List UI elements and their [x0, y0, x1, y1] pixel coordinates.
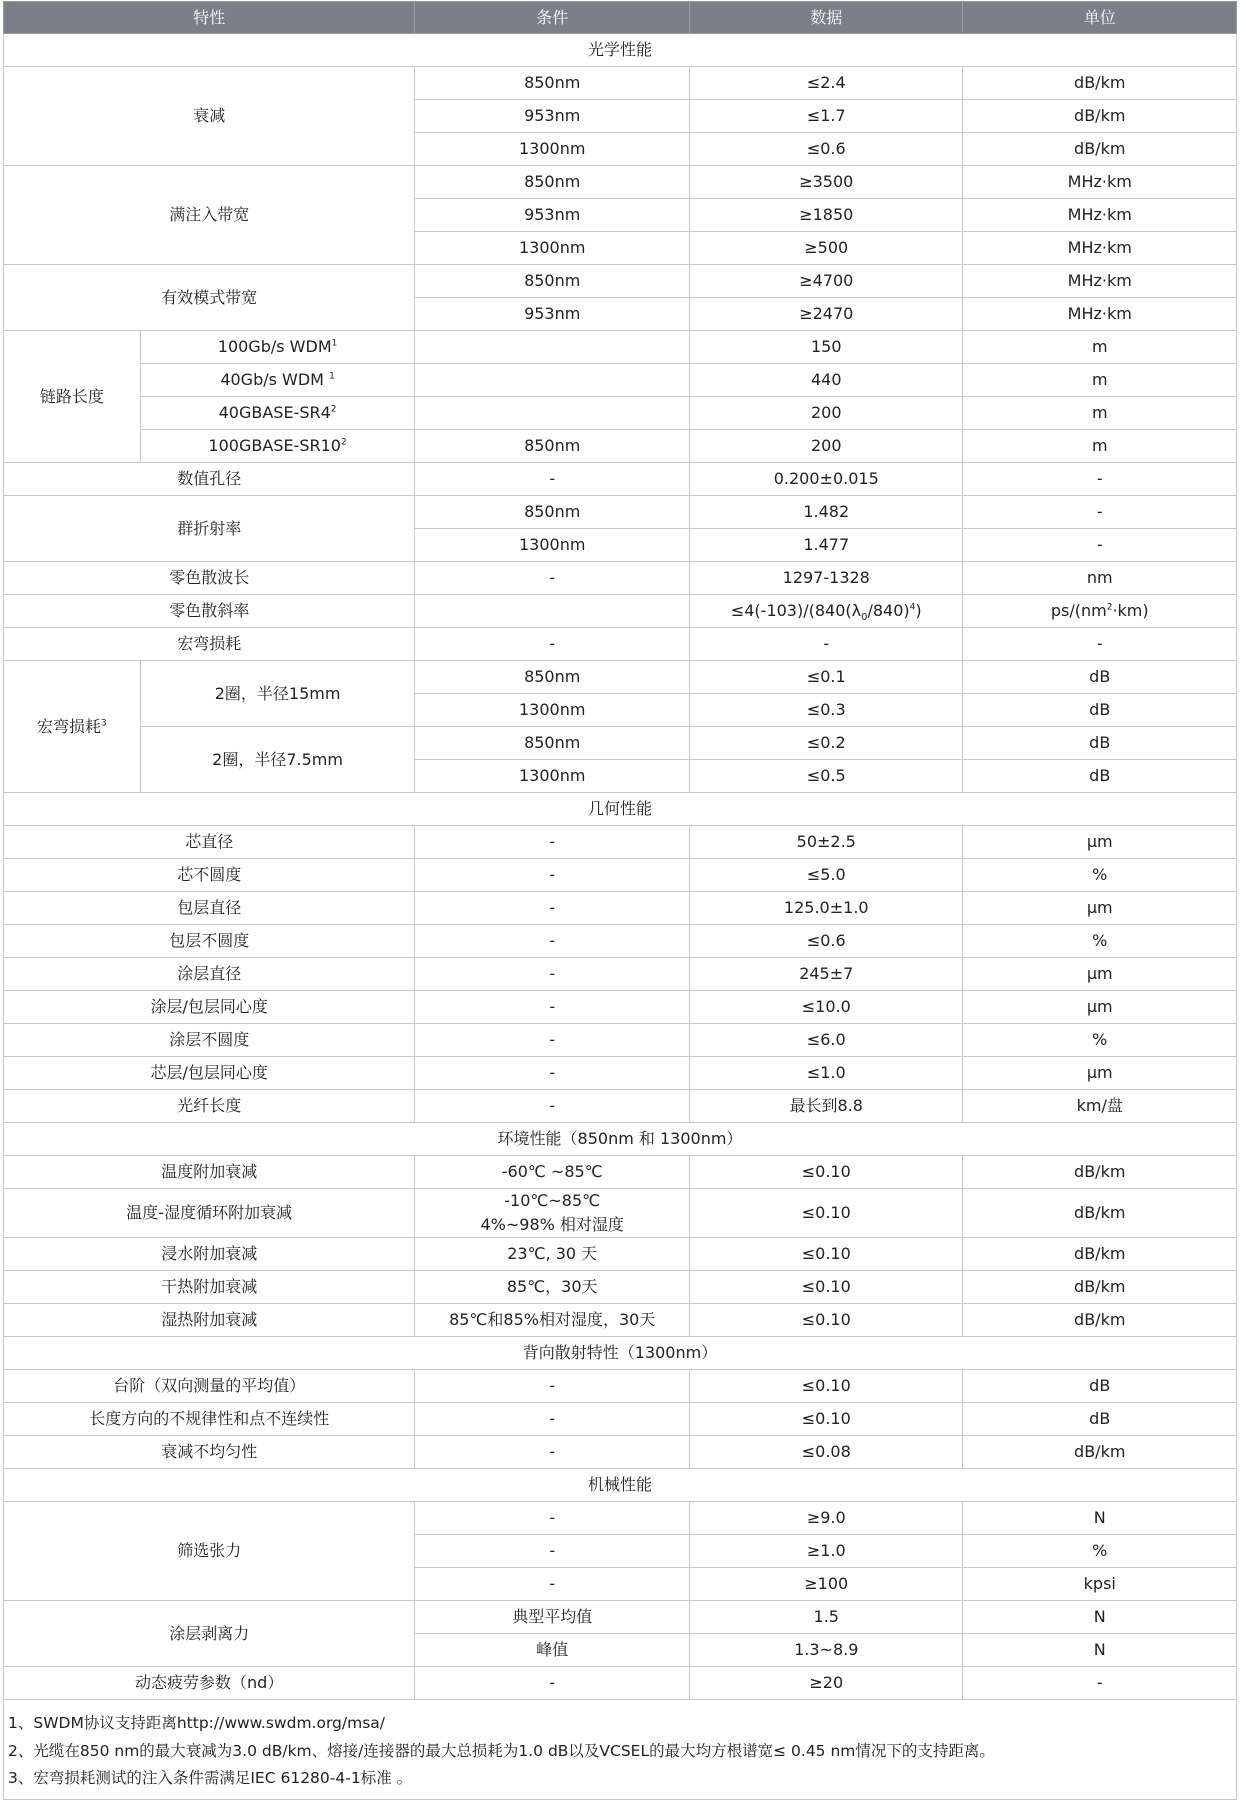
table-row — [4, 892, 1237, 925]
table-row — [4, 430, 1237, 463]
cell-cond: 953nm — [415, 100, 690, 133]
section-row — [4, 34, 1237, 67]
table-row — [4, 1090, 1237, 1123]
cell-unit: dB — [963, 760, 1237, 793]
cell-cond: - — [415, 958, 690, 991]
cell-value: ≤10.0 — [690, 991, 963, 1024]
cell-cond: - — [415, 892, 690, 925]
footnote-mark: 2 — [340, 437, 347, 448]
table-row — [4, 1189, 1237, 1238]
footnote-mark: 2 — [330, 404, 337, 415]
table-row — [4, 496, 1237, 529]
table-row — [4, 958, 1237, 991]
spec-table — [3, 1, 1237, 1700]
cell-value: ≤0.5 — [690, 760, 963, 793]
row-label-zd-slope: 零色散斜率 — [4, 595, 415, 628]
table-row — [4, 1057, 1237, 1090]
cell-value: 245±7 — [690, 958, 963, 991]
value-part: ) — [915, 601, 922, 620]
cell-unit: dB/km — [963, 1436, 1237, 1469]
section-environment: 环境性能（850nm 和 1300nm） — [4, 1123, 1237, 1156]
cell-value: 200 — [690, 430, 963, 463]
row-label-nd: 动态疲劳参数（nd） — [4, 1667, 415, 1700]
cell-unit: % — [963, 1535, 1237, 1568]
table-row — [4, 991, 1237, 1024]
section-row — [4, 1337, 1237, 1370]
table-row — [4, 1156, 1237, 1189]
section-row — [4, 1123, 1237, 1156]
row-label: 台阶（双向测量的平均值） — [4, 1370, 415, 1403]
cell-cond: - — [415, 991, 690, 1024]
row-label: 温度附加衰减 — [4, 1156, 415, 1189]
cell-unit: N — [963, 1502, 1237, 1535]
cell-cond — [415, 331, 690, 364]
unit-sup: 2 — [1106, 602, 1113, 613]
cell-unit: dB/km — [963, 1304, 1237, 1337]
unit-part: ·km) — [1112, 601, 1149, 620]
cell-cond: 峰值 — [415, 1634, 690, 1667]
table-row — [4, 1304, 1237, 1337]
row-label-link-length: 链路长度 — [4, 331, 141, 463]
table-row — [4, 661, 1237, 694]
row-label-ofl-bandwidth: 满注入带宽 — [4, 166, 415, 265]
row-label-na: 数值孔径 — [4, 463, 415, 496]
cell-value: ≥1.0 — [690, 1535, 963, 1568]
table-row — [4, 463, 1237, 496]
cell-cond: - — [415, 826, 690, 859]
cell-cond: 850nm — [415, 166, 690, 199]
cell-value: ≤0.10 — [690, 1238, 963, 1271]
cell-unit: - — [963, 628, 1237, 661]
row-label-macrobend-detail — [4, 661, 141, 793]
cell-cond — [415, 364, 690, 397]
cell-cond: -60℃ ~85℃ — [415, 1156, 690, 1189]
cell-cond — [415, 397, 690, 430]
cell-cond — [415, 595, 690, 628]
row-label-emb: 有效模式带宽 — [4, 265, 415, 331]
cell-unit: µm — [963, 991, 1237, 1024]
row-label: 涂层/包层同心度 — [4, 991, 415, 1024]
cell-cond: 典型平均值 — [415, 1601, 690, 1634]
row-label: 浸水附加衰减 — [4, 1238, 415, 1271]
cell-value: 1.482 — [690, 496, 963, 529]
row-label-proof-test: 筛选张力 — [4, 1502, 415, 1601]
table-row — [4, 67, 1237, 100]
cell-cond: 85℃和85%相对湿度，30天 — [415, 1304, 690, 1337]
cell-unit: dB/km — [963, 1238, 1237, 1271]
cell-cond: - — [415, 1057, 690, 1090]
cell-sublabel: 2圈，半径15mm — [140, 661, 415, 727]
row-label: 涂层直径 — [4, 958, 415, 991]
cell-value: 125.0±1.0 — [690, 892, 963, 925]
cell-unit: dB/km — [963, 100, 1237, 133]
cell-unit: µm — [963, 892, 1237, 925]
cell-cond: 850nm — [415, 430, 690, 463]
cell-unit: dB — [963, 727, 1237, 760]
cell-cond: - — [415, 463, 690, 496]
row-label: 衰减不均匀性 — [4, 1436, 415, 1469]
cell-value: ≤0.10 — [690, 1189, 963, 1238]
table-row — [4, 397, 1237, 430]
cell-cond: 850nm — [415, 67, 690, 100]
table-row — [4, 331, 1237, 364]
value-part: ≤4(-103)/(840(λ — [730, 601, 862, 620]
cell-value: ≤0.08 — [690, 1436, 963, 1469]
cell-value: ≤5.0 — [690, 859, 963, 892]
cell-value: 1297-1328 — [690, 562, 963, 595]
cell-unit: kpsi — [963, 1568, 1237, 1601]
cell-cond: - — [415, 1667, 690, 1700]
cell-unit: m — [963, 430, 1237, 463]
row-label-group-index: 群折射率 — [4, 496, 415, 562]
cell-cond: - — [415, 628, 690, 661]
table-row — [4, 859, 1237, 892]
row-label: 长度方向的不规律性和点不连续性 — [4, 1403, 415, 1436]
cell-cond: - — [415, 1535, 690, 1568]
table-row — [4, 1024, 1237, 1057]
cell-unit: MHz·km — [963, 166, 1237, 199]
table-row — [4, 1403, 1237, 1436]
footnote-mark: 1 — [329, 371, 335, 382]
row-label: 温度-湿度循环附加衰减 — [4, 1189, 415, 1238]
value-sub: 0 — [861, 612, 868, 624]
cell-value: ≤1.0 — [690, 1057, 963, 1090]
cell-unit: MHz·km — [963, 199, 1237, 232]
cell-value: ≤0.3 — [690, 694, 963, 727]
cell-sublabel: 2圈，半径7.5mm — [140, 727, 415, 793]
header-characteristic: 特性 — [4, 2, 415, 34]
cell-cond: - — [415, 1568, 690, 1601]
table-row — [4, 628, 1237, 661]
section-geometry: 几何性能 — [4, 793, 1237, 826]
cell-unit: dB/km — [963, 67, 1237, 100]
header-row — [4, 2, 1237, 34]
cell-cond: - — [415, 1090, 690, 1123]
cell-value: ≥4700 — [690, 265, 963, 298]
cell-unit: dB — [963, 661, 1237, 694]
cell-value: ≤0.10 — [690, 1271, 963, 1304]
cell-value: ≤6.0 — [690, 1024, 963, 1057]
cell-unit: µm — [963, 1057, 1237, 1090]
table-row — [4, 1436, 1237, 1469]
cell-value: ≤1.7 — [690, 100, 963, 133]
table-row — [4, 925, 1237, 958]
cell-value: - — [690, 628, 963, 661]
cell-value: ≤0.6 — [690, 925, 963, 958]
cell-unit: dB — [963, 1370, 1237, 1403]
cell-unit: N — [963, 1634, 1237, 1667]
cell-value: ≥9.0 — [690, 1502, 963, 1535]
sublabel-text: 100GBASE-SR10 — [208, 436, 341, 455]
header-data: 数据 — [690, 2, 963, 34]
cell-unit: dB/km — [963, 133, 1237, 166]
cell-cond: 85℃，30天 — [415, 1271, 690, 1304]
footnote-3: 3、宏弯损耗测试的注入条件需满足IEC 61280-4-1标准 。 — [8, 1769, 413, 1787]
cell-value: ≤0.2 — [690, 727, 963, 760]
cell-value: ≥20 — [690, 1667, 963, 1700]
table-row — [4, 1238, 1237, 1271]
cell-value — [690, 595, 963, 628]
cell-unit: MHz·km — [963, 232, 1237, 265]
cell-value: ≤0.10 — [690, 1156, 963, 1189]
table-row — [4, 727, 1237, 760]
cell-unit: % — [963, 1024, 1237, 1057]
table-row — [4, 1502, 1237, 1535]
cell-cond: - — [415, 925, 690, 958]
table-row — [4, 166, 1237, 199]
cell-value: 1.3~8.9 — [690, 1634, 963, 1667]
cell-cond: 953nm — [415, 199, 690, 232]
cell-cond: 1300nm — [415, 694, 690, 727]
section-backscatter: 背向散射特性（1300nm） — [4, 1337, 1237, 1370]
cell-value: ≤0.6 — [690, 133, 963, 166]
cell-value: ≥2470 — [690, 298, 963, 331]
cell-unit: km/盘 — [963, 1090, 1237, 1123]
cell-unit — [963, 595, 1237, 628]
footnotes — [3, 1700, 1237, 1800]
cell-cond: - — [415, 859, 690, 892]
row-label: 干热附加衰减 — [4, 1271, 415, 1304]
table-row — [4, 364, 1237, 397]
cell-cond — [415, 1189, 690, 1238]
cell-unit: - — [963, 463, 1237, 496]
cell-value: 最长到8.8 — [690, 1090, 963, 1123]
unit-part: ps/(nm — [1050, 601, 1107, 620]
row-label-strip-force: 涂层剥离力 — [4, 1601, 415, 1667]
table-row — [4, 1271, 1237, 1304]
spec-sheet — [3, 1, 1237, 1800]
cell-cond: 850nm — [415, 496, 690, 529]
cell-unit: % — [963, 859, 1237, 892]
section-optical: 光学性能 — [4, 34, 1237, 67]
table-row — [4, 826, 1237, 859]
cell-unit: N — [963, 1601, 1237, 1634]
cell-value: ≥1850 — [690, 199, 963, 232]
cell-value: ≥500 — [690, 232, 963, 265]
cell-unit: m — [963, 331, 1237, 364]
cell-value: ≤0.10 — [690, 1403, 963, 1436]
table-row — [4, 1667, 1237, 1700]
sublabel-text: 40Gb/s WDM — [220, 370, 330, 389]
cell-unit: - — [963, 496, 1237, 529]
footnote-1: 1、SWDM协议支持距离http://www.swdm.org/msa/ — [8, 1714, 386, 1732]
sublabel-text: 40GBASE-SR4 — [218, 403, 331, 422]
cell-unit: m — [963, 397, 1237, 430]
cell-value: 1.477 — [690, 529, 963, 562]
cell-value: 150 — [690, 331, 963, 364]
cell-cond: 1300nm — [415, 133, 690, 166]
cell-cond: - — [415, 1024, 690, 1057]
section-row — [4, 1469, 1237, 1502]
cell-value: ≤0.10 — [690, 1304, 963, 1337]
cell-unit: MHz·km — [963, 298, 1237, 331]
cell-value: 50±2.5 — [690, 826, 963, 859]
section-mechanical: 机械性能 — [4, 1469, 1237, 1502]
cell-cond: 850nm — [415, 661, 690, 694]
label-text: 宏弯损耗 — [36, 716, 101, 736]
row-label: 芯不圆度 — [4, 859, 415, 892]
cell-value: ≥3500 — [690, 166, 963, 199]
cell-value: 200 — [690, 397, 963, 430]
cell-cond: - — [415, 562, 690, 595]
cell-unit: µm — [963, 958, 1237, 991]
value-part: /840) — [867, 601, 910, 620]
cell-cond: - — [415, 1502, 690, 1535]
row-label: 光纤长度 — [4, 1090, 415, 1123]
cell-cond: - — [415, 1370, 690, 1403]
row-label: 芯直径 — [4, 826, 415, 859]
cell-unit: m — [963, 364, 1237, 397]
cell-cond: 1300nm — [415, 760, 690, 793]
cell-unit: µm — [963, 826, 1237, 859]
cell-unit: % — [963, 925, 1237, 958]
cell-value: 0.200±0.015 — [690, 463, 963, 496]
cell-cond: 850nm — [415, 265, 690, 298]
cell-cond: 953nm — [415, 298, 690, 331]
cell-value: 1.5 — [690, 1601, 963, 1634]
cell-value: ≥100 — [690, 1568, 963, 1601]
footnote-mark: 1 — [331, 338, 338, 349]
cell-value: ≤0.10 — [690, 1370, 963, 1403]
row-label-zd-wavelength: 零色散波长 — [4, 562, 415, 595]
cell-value: 440 — [690, 364, 963, 397]
header-unit: 单位 — [963, 2, 1237, 34]
cell-unit: - — [963, 1667, 1237, 1700]
cell-value: ≤2.4 — [690, 67, 963, 100]
cell-cond: - — [415, 1403, 690, 1436]
footnote-mark: 3 — [101, 718, 107, 729]
cell-unit: dB/km — [963, 1271, 1237, 1304]
row-label: 湿热附加衰减 — [4, 1304, 415, 1337]
cell-cond: - — [415, 1436, 690, 1469]
row-label: 包层直径 — [4, 892, 415, 925]
cell-unit: MHz·km — [963, 265, 1237, 298]
row-label-attenuation: 衰减 — [4, 67, 415, 166]
sublabel-text: 100Gb/s WDM — [217, 337, 332, 356]
cell-unit: dB/km — [963, 1189, 1237, 1238]
row-label: 芯层/包层同心度 — [4, 1057, 415, 1090]
cell-unit: - — [963, 529, 1237, 562]
row-label-macrobend: 宏弯损耗 — [4, 628, 415, 661]
table-row — [4, 265, 1237, 298]
header-condition: 条件 — [415, 2, 690, 34]
cond-line: -10℃~85℃ — [504, 1191, 601, 1210]
cell-sublabel — [140, 397, 415, 430]
cell-sublabel — [140, 364, 415, 397]
cond-line: 4%~98% 相对湿度 — [480, 1215, 624, 1234]
cell-unit: dB — [963, 1403, 1237, 1436]
table-row — [4, 1601, 1237, 1634]
cell-unit: dB — [963, 694, 1237, 727]
footnote-2: 2、光缆在850 nm的最大衰减为3.0 dB/km、熔接/连接器的最大总损耗为1.0 dB以及VCSEL的最大均方根谱宽≤ 0.45 nm情况下的支持距离。 — [8, 1741, 995, 1760]
table-row — [4, 1370, 1237, 1403]
table-row — [4, 595, 1237, 628]
cell-cond: 850nm — [415, 727, 690, 760]
value-sup: 4 — [909, 602, 916, 613]
cell-cond: 1300nm — [415, 529, 690, 562]
cell-unit: dB/km — [963, 1156, 1237, 1189]
cell-sublabel — [140, 331, 415, 364]
cell-cond: 23℃, 30 天 — [415, 1238, 690, 1271]
row-label: 涂层不圆度 — [4, 1024, 415, 1057]
cell-unit: nm — [963, 562, 1237, 595]
cell-sublabel — [140, 430, 415, 463]
cell-value: ≤0.1 — [690, 661, 963, 694]
table-row — [4, 562, 1237, 595]
cell-cond: 1300nm — [415, 232, 690, 265]
section-row — [4, 793, 1237, 826]
row-label: 包层不圆度 — [4, 925, 415, 958]
